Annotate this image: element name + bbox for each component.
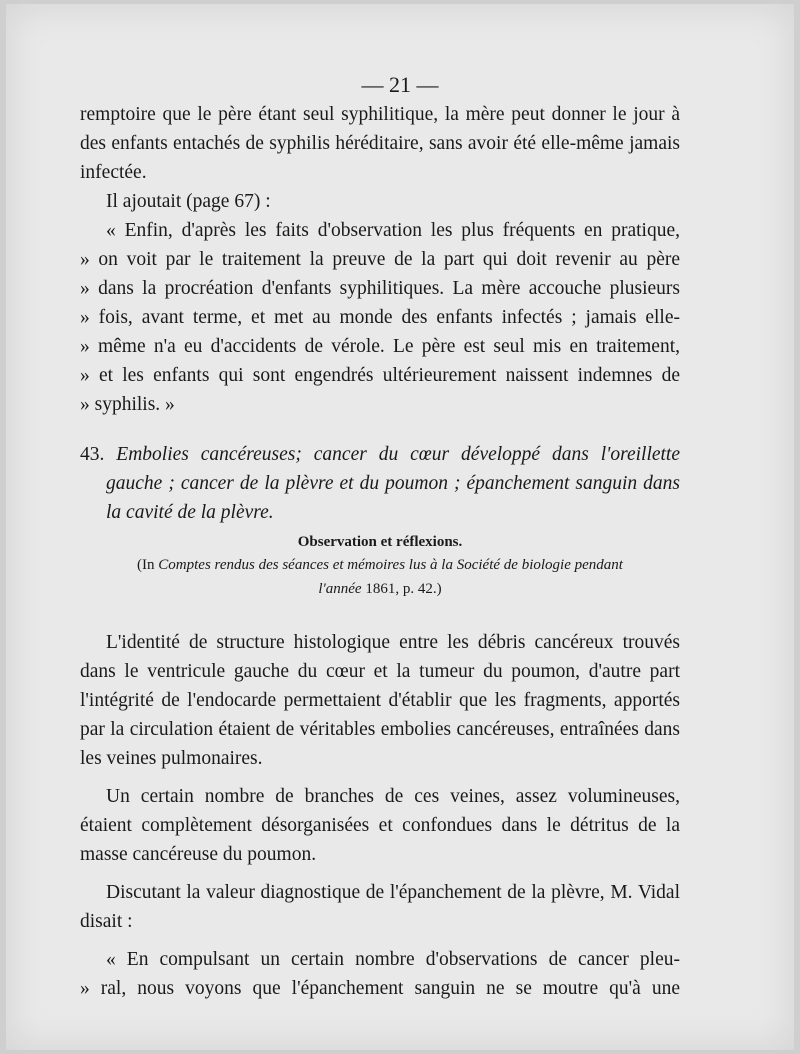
observation-title: Observation et réflexions.	[297, 534, 463, 550]
quote-1-line-2: » on voit par le traitement la preuve de la part qui doit revenir au père	[80, 249, 680, 270]
quote-2	[80, 945, 680, 1003]
paragraph-2: Il ajoutait (page 67) :	[106, 191, 271, 212]
paragraph-1: remptoire que le père étant seul syphilitique, la mère peut donner le jour à des enfants entachés de syphilis héréditaire, sans avoir été elle-même jamais infectée.	[80, 104, 680, 183]
section-title-line-2: gauche ; cancer de la plèvre et du poumon ; épanchement sanguin dans	[106, 473, 680, 494]
quote-1-line-7: » syphilis. »	[80, 394, 175, 415]
text-block-top	[80, 100, 680, 419]
quote-2-line-1: « En compulsant un certain nombre d'observations de cancer pleu-	[106, 949, 680, 970]
text-block-bottom	[80, 628, 680, 1003]
section-43	[80, 440, 680, 601]
quote-1-line-5: » même n'a eu d'accidents de vérole. Le père est seul mis en traitement,	[80, 336, 680, 357]
paragraph-4: Un certain nombre de branches de ces veines, assez volumineuses, étaient complètement désorganisées et confondues dans le détritus de la masse cancéreuse du poumon.	[80, 786, 680, 865]
quote-1	[80, 216, 680, 419]
page-number: — 21 —	[361, 72, 439, 97]
source-italic-1: Comptes rendus des séances et mémoires lus à la Société de biologie pendant	[158, 557, 623, 573]
section-title-line-1: Embolies cancéreuses; cancer du cœur développé dans l'oreillette	[116, 444, 681, 465]
source-prefix: (In	[137, 557, 155, 573]
paragraph-3: L'identité de structure histologique entre les débris cancéreux trouvés dans le ventricule gauche du cœur et la tumeur du poumon, d'autre part l'intégrité de l'endocarde permettaient d'établir que les fragments, apportés par la circulation étaient de véritables embolies cancéreuses, entraînées dans les veines pulmonaires.	[80, 632, 680, 769]
quote-1-line-3: » dans la procréation d'enfants syphilitiques. La mère accouche plusieurs	[80, 278, 680, 299]
paragraph-5: Discutant la valeur diagnostique de l'épanchement de la plèvre, M. Vidal disait :	[80, 882, 680, 932]
quote-1-line-1: « Enfin, d'après les faits d'observation les plus fréquents en pratique,	[106, 220, 680, 241]
observation-source	[80, 553, 680, 601]
section-title-line-3: la cavité de la plèvre.	[106, 502, 274, 523]
section-number: 43.	[80, 444, 105, 465]
quote-2-line-2: » ral, nous voyons que l'épanchement sanguin ne se moutre qu'à une	[80, 978, 680, 999]
quote-1-line-6: » et les enfants qui sont engendrés ultérieurement naissent indemnes de	[80, 365, 680, 386]
source-italic-2: l'année	[318, 581, 362, 597]
quote-1-line-4: » fois, avant terme, et met au monde des enfants infectés ; jamais elle-	[80, 307, 680, 328]
document-page	[6, 4, 794, 1050]
source-suffix: 1861, p. 42.)	[365, 581, 442, 597]
